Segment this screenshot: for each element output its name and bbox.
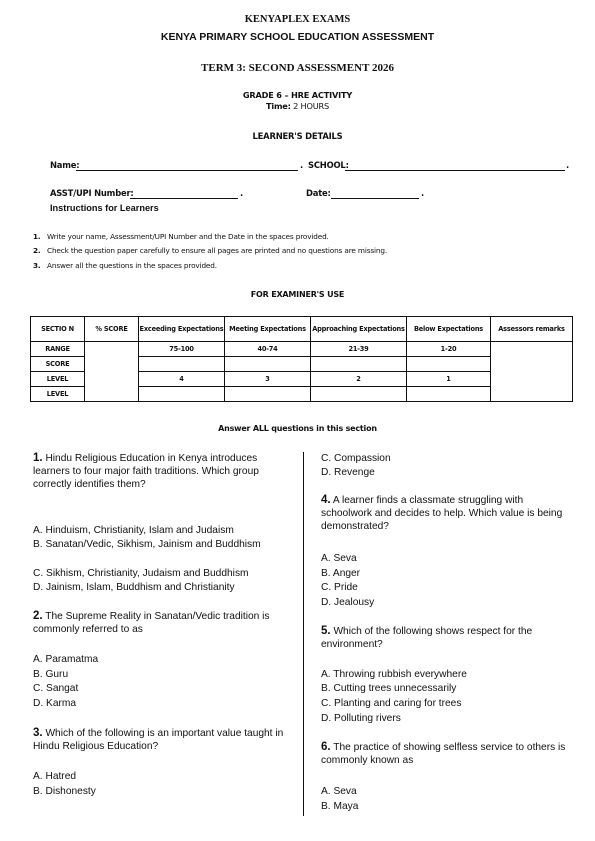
option-item[interactable]: C. Pride: [321, 582, 358, 593]
table-cell: 75-100: [139, 342, 225, 357]
table-cell: 1: [407, 372, 491, 387]
table-cell[interactable]: [225, 387, 311, 402]
instruction-text: Check the question paper carefully to ensure all pages are printed and no questions are missing.: [47, 246, 388, 255]
date-field[interactable]: [331, 189, 419, 199]
table-header-row: [31, 317, 573, 342]
date-dot: .: [421, 188, 424, 198]
table-cell[interactable]: [311, 357, 407, 372]
assessment-name: KENYA PRIMARY SCHOOL EDUCATION ASSESSMENT: [160, 31, 435, 43]
instruction-number: 3.: [33, 261, 41, 270]
instruction-number: 2.: [33, 246, 41, 255]
question-text: Which of the following shows respect for the environment?: [321, 626, 533, 650]
table-cell[interactable]: [311, 387, 407, 402]
option-item[interactable]: B. Cutting trees unnecessarily: [321, 683, 457, 694]
question-3: [33, 727, 288, 753]
option-item[interactable]: D. Polluting rivers: [321, 713, 401, 724]
table-row: [31, 342, 573, 357]
table-cell[interactable]: [407, 387, 491, 402]
option-item[interactable]: B. Sanatan/Vedic, Sikhism, Jainism and Buddhism: [33, 539, 261, 550]
header-section: SECTIO N: [31, 317, 85, 342]
table-cell: 1-20: [407, 342, 491, 357]
header-percent-score: % SCORE: [85, 317, 139, 342]
term-title: TERM 3: SECOND ASSESSMENT 2026: [201, 62, 394, 74]
table-cell: 3: [225, 372, 311, 387]
option-item[interactable]: D. Jainism, Islam, Buddhism and Christianity: [33, 582, 235, 593]
row-label: LEVEL: [31, 372, 85, 387]
examiner-table: [30, 316, 573, 402]
option-item[interactable]: A. Paramatma: [33, 654, 99, 665]
instruction-item: [33, 246, 573, 256]
instructions-title: Instructions for Learners: [50, 203, 159, 213]
table-cell[interactable]: [139, 387, 225, 402]
header-approaching: Approaching Expectations: [311, 317, 407, 342]
upi-field[interactable]: [130, 189, 238, 199]
question-5: [321, 625, 561, 651]
table-cell[interactable]: [225, 357, 311, 372]
question-6: [321, 741, 571, 767]
remarks-cell[interactable]: [491, 342, 573, 402]
question-text: The practice of showing selfless service to others is commonly known as: [321, 742, 566, 766]
option-item[interactable]: A. Seva: [321, 553, 357, 564]
question-number: 5.: [321, 625, 331, 637]
question-text: Which of the following is an important value taught in Hindu Religious Education?: [33, 728, 284, 752]
school-label: SCHOOL:: [308, 160, 349, 170]
option-item[interactable]: D. Jealousy: [321, 597, 375, 608]
time-line: [0, 101, 595, 111]
upi-dot: .: [240, 188, 243, 198]
header-remarks: Assessors remarks: [491, 317, 573, 342]
option-item[interactable]: C. Compassion: [321, 453, 391, 464]
question-text: A learner finds a classmate struggling with schoolwork and decides to help. Which value is being demonstrated?: [321, 495, 563, 532]
question-2: [33, 610, 273, 636]
column-divider: [303, 452, 304, 816]
table-cell[interactable]: [139, 357, 225, 372]
table-cell: 2: [311, 372, 407, 387]
question-text: The Supreme Reality in Sanatan/Vedic tradition is commonly referred to as: [33, 611, 270, 635]
header-exceeding: Exceeding Expectations: [139, 317, 225, 342]
name-dot: .: [300, 160, 303, 170]
instruction-text: Answer all the questions in the spaces provided.: [47, 261, 217, 270]
option-item[interactable]: B. Guru: [33, 669, 69, 680]
time-label: Time:: [265, 101, 291, 111]
header-below: Below Expectations: [407, 317, 491, 342]
option-item[interactable]: B. Anger: [321, 568, 361, 579]
option-item[interactable]: B. Maya: [321, 801, 359, 812]
option-item[interactable]: A. Hinduism, Christianity, Islam and Judaism: [33, 525, 234, 536]
row-label: RANGE: [31, 342, 85, 357]
question-number: 6.: [321, 741, 331, 753]
question-text: Hindu Religious Education in Kenya introduces learners to four major faith traditions. Which group correctly identifies them?: [33, 453, 259, 490]
header-meeting: Meeting Expectations: [225, 317, 311, 342]
school-field[interactable]: [345, 161, 565, 171]
table-cell: 21-39: [311, 342, 407, 357]
row-label: SCORE: [31, 357, 85, 372]
question-number: 3.: [33, 727, 43, 739]
name-label: Name:: [50, 160, 80, 170]
question-1: [33, 452, 263, 491]
option-item[interactable]: A. Seva: [321, 786, 357, 797]
date-label: Date:: [306, 188, 331, 198]
examiner-title: FOR EXAMINER'S USE: [250, 290, 345, 299]
option-item[interactable]: C. Sangat: [33, 683, 79, 694]
option-item[interactable]: C. Sikhism, Christianity, Judaism and Buddhism: [33, 568, 249, 579]
percent-score-cell[interactable]: [85, 342, 139, 402]
table-cell: 4: [139, 372, 225, 387]
school-dot: .: [566, 160, 569, 170]
time-value: 2 HOURS: [293, 101, 330, 111]
option-item[interactable]: A. Hatred: [33, 771, 77, 782]
instruction-text: Write your name, Assessment/UPI Number and the Date in the spaces provided.: [47, 232, 329, 241]
table-cell: 40-74: [225, 342, 311, 357]
grade-line: GRADE 6 – HRE ACTIVITY: [242, 90, 353, 100]
exam-name: KENYAPLEX EXAMS: [244, 14, 351, 25]
question-number: 4.: [321, 494, 331, 506]
row-label: LEVEL: [31, 387, 85, 402]
instruction-item: [33, 261, 573, 271]
section-instruction: Answer ALL questions in this section: [218, 424, 377, 433]
option-item[interactable]: B. Dishonesty: [33, 786, 96, 797]
question-number: 2.: [33, 610, 43, 622]
upi-label: ASST/UPI Number:: [50, 188, 134, 198]
name-field[interactable]: [76, 161, 298, 171]
option-item[interactable]: D. Revenge: [321, 467, 375, 478]
option-item[interactable]: D. Karma: [33, 698, 77, 709]
instruction-item: [33, 232, 573, 242]
option-item[interactable]: C. Planting and caring for trees: [321, 698, 462, 709]
question-4: [321, 494, 573, 533]
learner-details-heading: LEARNER'S DETAILS: [252, 131, 343, 141]
instruction-number: 1.: [33, 232, 41, 241]
table-cell[interactable]: [407, 357, 491, 372]
option-item[interactable]: A. Throwing rubbish everywhere: [321, 669, 467, 680]
question-number: 1.: [33, 452, 43, 464]
